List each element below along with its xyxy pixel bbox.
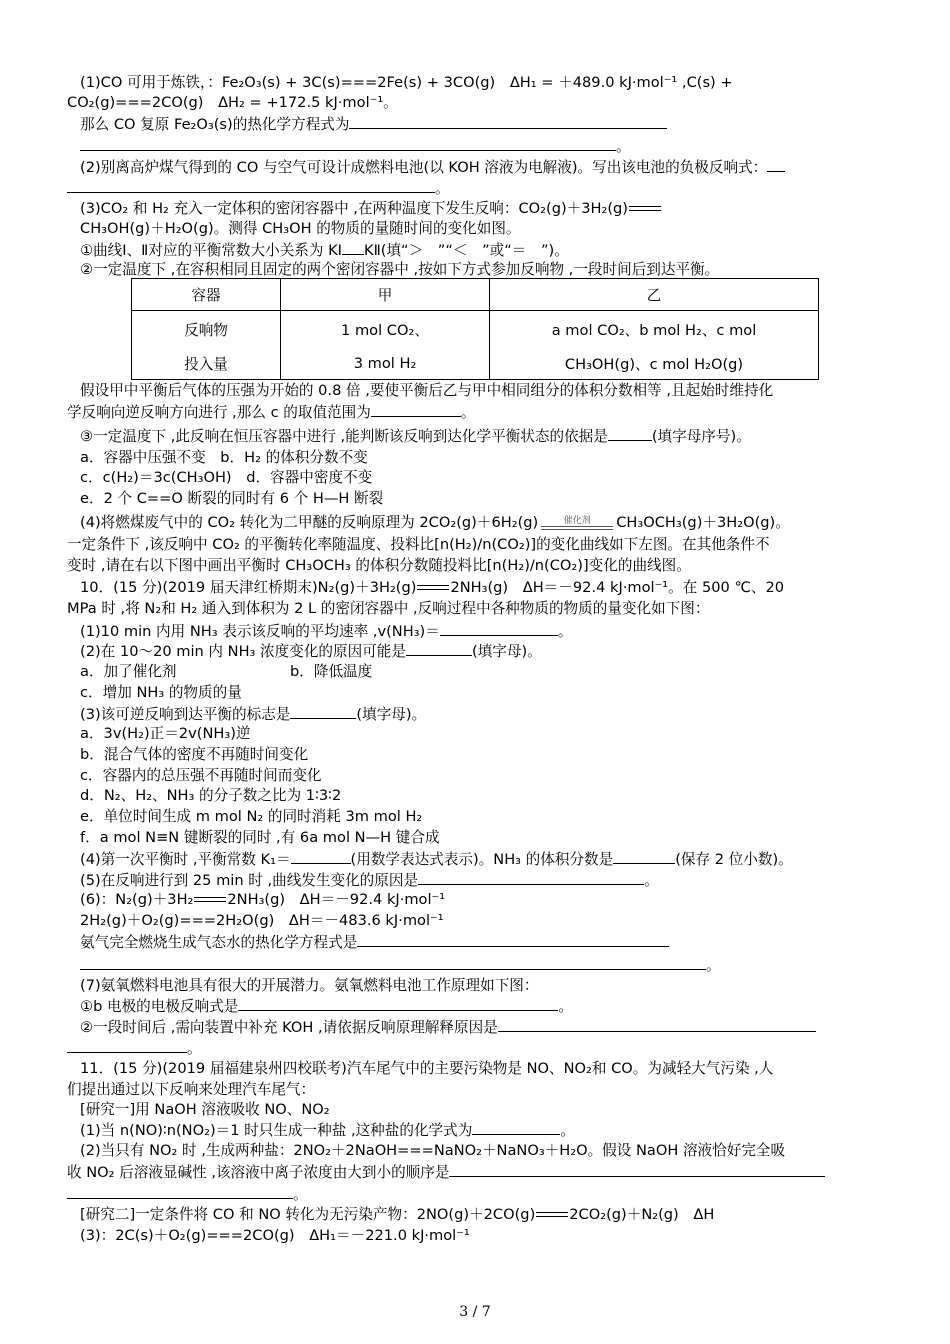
q10-option-d2 bbox=[80, 786, 341, 806]
q9-option-e bbox=[80, 489, 383, 509]
text: CH₃OCH₃(g)＋3H₂O(g)。 bbox=[616, 514, 790, 531]
text: 。 bbox=[557, 623, 573, 640]
text: b．降低温度 bbox=[290, 663, 373, 680]
q11-line4 bbox=[80, 1120, 575, 1141]
answer-blank[interactable] bbox=[80, 136, 616, 151]
q11-line9 bbox=[80, 1226, 470, 1246]
text: e．2 个 C==O 断裂的同时有 6 个 H—H 断裂 bbox=[80, 490, 384, 507]
q10-line23 bbox=[67, 1038, 202, 1059]
table-cell: 投入量 bbox=[132, 347, 281, 380]
text: (1)10 min 内用 NH₃ 表示该反响的平均速率 ,v(NH₃)＝ bbox=[80, 623, 440, 640]
text: (1)当 n(NO)∶n(NO₂)＝1 时只生成一种盐 ,这种盐的化学式为 bbox=[80, 1122, 473, 1139]
text: 收 NO₂ 后溶液显碱性 ,该溶液中离子浓度由大到小的顺序是 bbox=[67, 1164, 450, 1181]
q10-line3 bbox=[80, 621, 572, 642]
q10-line17 bbox=[80, 911, 444, 931]
text: (2)别离高炉煤气得到的 CO 与空气可设计成燃料电池(以 KOH 溶液为电解液)。写出该电池的负极反响式： bbox=[80, 159, 768, 176]
q10-line21 bbox=[80, 996, 573, 1017]
text: 。 bbox=[616, 138, 631, 155]
text: a．容器中压强不变 b．H₂ 的体积分数不变 bbox=[80, 449, 368, 466]
text: d．N₂、H₂、NH₃ 的分子数之比为 1∶3∶2 bbox=[80, 787, 342, 804]
q10-option-b bbox=[290, 662, 372, 682]
text: 一定条件下 ,该反响中 CO₂ 的平衡转化率随温度、投料比[n(H₂)/n(CO₂)]的变化曲线如下左图。在其他条件不 bbox=[67, 536, 770, 553]
text: (用数学表达式表示)。NH₃ 的体积分数是 bbox=[350, 851, 614, 868]
text: b．混合气体的密度不再随时间变化 bbox=[80, 746, 309, 763]
q10-line18 bbox=[80, 932, 669, 953]
answer-blank[interactable] bbox=[406, 641, 472, 656]
q10-option-a bbox=[80, 662, 177, 682]
table-cell: 反响物 bbox=[132, 311, 281, 348]
answer-blank[interactable] bbox=[357, 932, 669, 947]
text: 学反响向逆反响方向进行 ,那么 c 的取值范围为 bbox=[67, 404, 371, 421]
text: (5)在反响进行到 25 min 时 ,曲线发生变化的原因是 bbox=[80, 872, 419, 889]
text: (填字母)。 bbox=[356, 706, 427, 723]
q9-part4-line2 bbox=[67, 535, 770, 555]
text: (填字母)。 bbox=[472, 643, 542, 660]
answer-blank[interactable] bbox=[498, 1017, 816, 1032]
text: a．3v(H₂)正＝2v(NH₃)逆 bbox=[80, 725, 251, 742]
q9-part2-line1 bbox=[80, 157, 785, 178]
text: 。 bbox=[558, 998, 573, 1015]
reversible-arrow-icon bbox=[536, 1211, 568, 1219]
q11-line2 bbox=[67, 1080, 315, 1100]
text: 2H₂(g)＋O₂(g)===2H₂O(g) ΔH＝－483.6 kJ·mol⁻¹ bbox=[80, 912, 444, 929]
text: (保存 2 位小数)。 bbox=[675, 851, 793, 868]
text: c．c(H₂)＝3c(CH₃OH) d．容器中密度不变 bbox=[80, 469, 373, 486]
reactant-table bbox=[131, 278, 819, 380]
q10-line20 bbox=[80, 976, 539, 996]
q9-option-ab bbox=[80, 448, 368, 468]
answer-blank[interactable] bbox=[472, 1120, 560, 1135]
text: 氨气完全燃烧生成气态水的热化学方程式是 bbox=[80, 934, 358, 951]
answer-blank[interactable] bbox=[291, 849, 351, 864]
q10-option-c bbox=[80, 683, 242, 703]
text: (3)该可逆反响到达平衡的标志是 bbox=[80, 706, 291, 723]
answer-blank[interactable] bbox=[67, 1038, 187, 1053]
q10-option-c2 bbox=[80, 766, 322, 786]
q10-line14 bbox=[80, 849, 793, 870]
answer-blank[interactable] bbox=[67, 1184, 293, 1199]
text: ②一定温度下 ,在容积相同且固定的两个密闭容器中 ,按如下方式参加反响物 ,一段时间后到达平衡。 bbox=[80, 261, 720, 278]
text: [研究一]用 NaOH 溶液吸收 NO、NO₂ bbox=[80, 1101, 330, 1118]
q11-line6 bbox=[67, 1162, 825, 1183]
answer-blank[interactable] bbox=[371, 402, 461, 417]
text: ②一段时间后 ,需向装置中补充 KOH ,请依据反响原理解释原因是 bbox=[80, 1019, 498, 1036]
q10-line15 bbox=[80, 870, 659, 891]
text: 假设甲中平衡后气体的压强为开始的 0.8 倍 ,要使平衡后乙与甲中相同组分的体积分数相等 ,且起始时维持化 bbox=[80, 382, 774, 399]
table-cell: a mol CO₂、b mol H₂、c mol bbox=[490, 311, 819, 348]
answer-blank[interactable] bbox=[767, 157, 785, 172]
answer-blank[interactable] bbox=[349, 114, 667, 129]
answer-blank[interactable] bbox=[608, 426, 652, 441]
table-cell: 甲 bbox=[281, 279, 490, 311]
answer-blank[interactable] bbox=[440, 621, 558, 636]
text: 变时 ,请在右以下图中画出平衡时 CH₃OCH₃ 的体积分数随投料比[n(H₂)/n(CO₂)]变化的曲线图。 bbox=[67, 557, 691, 574]
text: e．单位时间生成 m mol N₂ 的同时消耗 3m mol H₂ bbox=[80, 808, 423, 825]
q10-line2 bbox=[67, 599, 710, 619]
q9-part3-line1 bbox=[80, 199, 662, 219]
text: (4)将燃煤废气中的 CO₂ 转化为二甲醚的反响原理为 2CO₂(g)＋6H₂(g) bbox=[80, 514, 539, 531]
text: (2)当只有 NO₂ 时 ,生成两种盐：2NO₂＋2NaOH===NaNO₂＋NaNO₃＋H₂O。假设 NaOH 溶液恰好完全吸 bbox=[80, 1142, 786, 1159]
answer-blank[interactable] bbox=[67, 178, 435, 193]
text: KⅡ(填“＞ ”“＜ ”或“＝ ”)。 bbox=[364, 242, 569, 259]
catalyst-arrow-icon bbox=[541, 513, 613, 533]
q11-line3 bbox=[80, 1100, 330, 1120]
answer-blank[interactable] bbox=[80, 955, 706, 970]
q9-part4-line3 bbox=[67, 556, 691, 576]
q10-line1 bbox=[80, 578, 784, 598]
text: c．增加 NH₃ 的物质的量 bbox=[80, 684, 242, 701]
text: ③一定温度下 ,此反响在恒压容器中进行 ,能判断该反响到达化学平衡状态的依据是 bbox=[80, 428, 608, 445]
text: 。 bbox=[560, 1122, 575, 1139]
q11-line8 bbox=[80, 1205, 714, 1225]
table-cell: CH₃OH(g)、c mol H₂O(g) bbox=[490, 347, 819, 380]
text: 。 bbox=[644, 872, 659, 889]
q9-part3-line2 bbox=[80, 219, 521, 239]
q10-option-a2 bbox=[80, 724, 251, 744]
text: 。 bbox=[293, 1186, 308, 1203]
q9-part3-line7 bbox=[80, 426, 751, 447]
text: 2NH₃(g) ΔH＝－92.4 kJ·mol⁻¹ bbox=[227, 891, 446, 908]
text: c．容器内的总压强不再随时间而变化 bbox=[80, 767, 322, 784]
text: (2)在 10～20 min 内 NH₃ 浓度变化的原因可能是 bbox=[80, 643, 406, 660]
text: 。 bbox=[460, 404, 476, 421]
q10-option-e2 bbox=[80, 807, 422, 827]
answer-blank[interactable] bbox=[342, 240, 364, 255]
q9-part4-line1 bbox=[80, 513, 790, 533]
q11-line7 bbox=[67, 1184, 308, 1205]
q11-line5 bbox=[80, 1141, 785, 1161]
reversible-arrow-icon bbox=[194, 896, 226, 904]
text: (3)：2C(s)＋O₂(g)===2CO(g) ΔH₁＝－221.0 kJ·mol⁻¹ bbox=[80, 1227, 470, 1244]
text: 2NH₃(g) ΔH＝－92.4 kJ·mol⁻¹。在 500 ℃、20 bbox=[450, 579, 785, 596]
answer-blank[interactable] bbox=[290, 704, 356, 719]
text: 。 bbox=[706, 957, 721, 974]
text: 11．(15 分)(2019 届福建泉州四校联考)汽车尾气中的主要污染物是 NO、NO₂和 CO。为减轻大气污染 ,人 bbox=[80, 1060, 774, 1077]
text: CH₃OH(g)＋H₂O(g)。测得 CH₃OH 的物质的量随时间的变化如图。 bbox=[80, 220, 521, 237]
text: 那么 CO 复原 Fe₂O₃(s)的热化学方程式为 bbox=[80, 116, 350, 133]
text: (7)氨氧燃料电池具有很大的开展潜力。氨氧燃料电池工作原理如下图： bbox=[80, 977, 539, 994]
answer-blank[interactable] bbox=[418, 870, 644, 885]
text: 。 bbox=[187, 1040, 202, 1057]
q10-line19 bbox=[80, 955, 721, 976]
text: 。 bbox=[435, 180, 450, 197]
table-cell: 乙 bbox=[490, 279, 819, 311]
q10-line22 bbox=[80, 1017, 816, 1038]
text: [研究二]一定条件将 CO 和 NO 转化为无污染产物：2NO(g)＋2CO(g) bbox=[80, 1206, 536, 1223]
text: a．加了催化剂 bbox=[80, 663, 177, 680]
q10-option-f2 bbox=[80, 828, 440, 848]
text: CO₂(g)===2CO(g) ΔH₂ = +172.5 kJ·mol⁻¹。 bbox=[67, 94, 398, 111]
answer-blank[interactable] bbox=[613, 849, 675, 864]
text: (6)：N₂(g)＋3H₂ bbox=[80, 891, 194, 908]
page-number: 3 / 7 bbox=[459, 1304, 491, 1320]
text: (4)第一次平衡时 ,平衡常数 K₁＝ bbox=[80, 851, 291, 868]
text: ①曲线Ⅰ、Ⅱ对应的平衡常数大小关系为 KⅠ bbox=[80, 242, 342, 259]
table-header-row bbox=[132, 279, 819, 311]
text: 们提出通过以下反响来处理汽车尾气： bbox=[67, 1081, 316, 1098]
table-cell: 3 mol H₂ bbox=[281, 347, 490, 380]
text: (填字母序号)。 bbox=[651, 428, 751, 445]
reversible-arrow-icon bbox=[417, 584, 449, 592]
q9-part3-line6 bbox=[67, 402, 475, 423]
text: MPa 时 ,将 N₂和 H₂ 通入到体积为 2 L 的密闭容器中 ,反响过程中各种物质的物质的量变化如下图： bbox=[67, 600, 710, 617]
q11-line1 bbox=[80, 1059, 773, 1079]
q10-line7 bbox=[80, 704, 426, 725]
text: 2CO₂(g)＋N₂(g) ΔH bbox=[569, 1206, 715, 1223]
q9-part3-line5 bbox=[80, 381, 773, 401]
q9-part1-line2 bbox=[67, 93, 398, 113]
catalyst-label: 催化剂 bbox=[563, 516, 591, 526]
q9-part3-line4 bbox=[80, 260, 719, 280]
q10-line4 bbox=[80, 641, 542, 662]
table-cell: 1 mol CO₂、 bbox=[281, 311, 490, 348]
q9-part1-line3 bbox=[80, 114, 667, 135]
text: (1)CO 可用于炼铁，：Fe₂O₃(s) + 3C(s)===2Fe(s) + 3CO(g) ΔH₁ = ＋489.0 kJ·mol⁻¹ ,C(s) + bbox=[80, 74, 733, 91]
q9-part1-line4 bbox=[80, 136, 631, 157]
q9-part3-line3 bbox=[80, 240, 569, 261]
q9-option-cd bbox=[80, 468, 372, 488]
table-row bbox=[132, 347, 819, 380]
q9-part1-line1 bbox=[80, 73, 733, 93]
answer-blank[interactable] bbox=[238, 996, 558, 1011]
q10-option-b2 bbox=[80, 745, 308, 765]
text: (3)CO₂ 和 H₂ 充入一定体积的密闭容器中 ,在两种温度下发生反响：CO₂(g)＋3H₂(g) bbox=[80, 200, 629, 217]
table-row bbox=[132, 311, 819, 348]
text: ①b 电极的电极反响式是 bbox=[80, 998, 239, 1015]
table-cell: 容器 bbox=[132, 279, 281, 311]
text: f．a mol N≡N 键断裂的同时 ,有 6a mol N—H 键合成 bbox=[80, 829, 440, 846]
reversible-arrow-icon bbox=[629, 205, 661, 213]
text: 10．(15 分)(2019 届天津红桥期末)N₂(g)＋3H₂(g) bbox=[80, 579, 417, 596]
q9-part2-line2 bbox=[67, 178, 450, 199]
answer-blank[interactable] bbox=[449, 1162, 825, 1177]
q10-line16 bbox=[80, 890, 445, 910]
